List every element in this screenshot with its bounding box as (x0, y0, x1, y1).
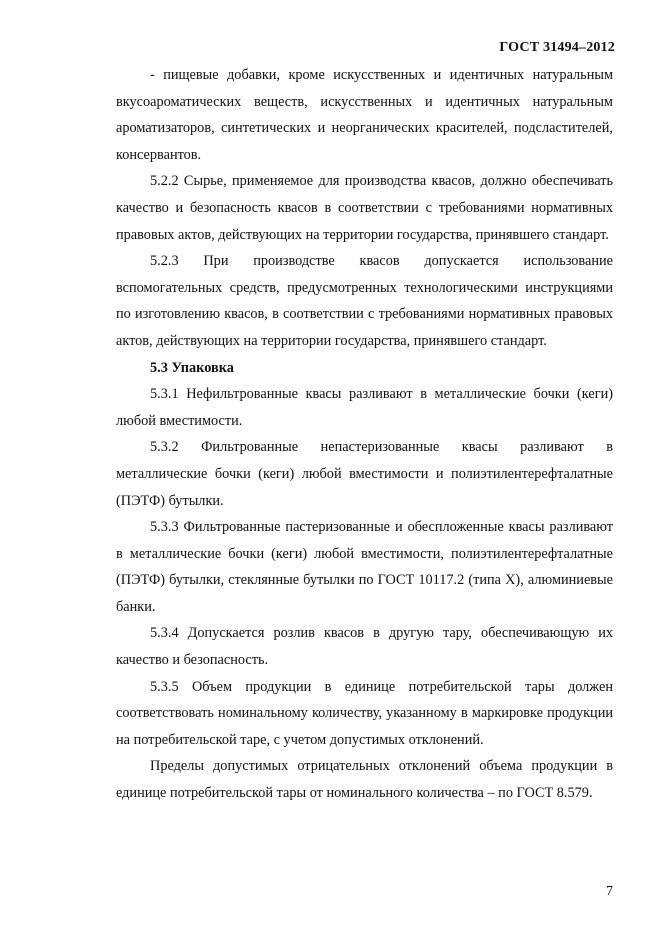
paragraph-5-2-3: 5.2.3 При производстве квасов допускается использование вспомогательных средств, предусмотренных технологическими инструкциями по изготовлению квасов, в соответствии с требованиями нормативных правовых актов, действующих на территории государства, принявшего стандарт. (116, 253, 613, 349)
paragraph-5-3-4: 5.3.4 Допускается розлив квасов в другую тару, обеспечивающую их качество и безопасность. (116, 625, 613, 669)
page-number: 7 (606, 884, 613, 899)
section-heading-5-3: 5.3 Упаковка (150, 359, 234, 376)
paragraph-5-3-2: 5.3.2 Фильтрованные непастеризованные квасы разливают в металлические бочки (кеги) любой вместимости и полиэтилентерефталатные (ПЭТФ) бутылки. (116, 439, 613, 509)
paragraph-food-additives: - пищевые добавки, кроме искусственных и идентичных натуральным вкусоароматических веществ, искусственных и идентичных натуральным ароматизаторов, синтетических и неорганических красителей, подсластителей, консервантов. (116, 67, 613, 163)
document-header-id: ГОСТ 31494–2012 (499, 40, 615, 55)
paragraph-5-3-5: 5.3.5 Объем продукции в единице потребительской тары должен соответствовать номинальному количеству, указанному в маркировке продукции на потребительской таре, с учетом допустимых отклонений. (116, 678, 613, 748)
document-body (116, 62, 613, 807)
paragraph-5-3-3: 5.3.3 Фильтрованные пастеризованные и обеспложенные квасы разливают в металлические бочки (кеги) любой вместимости, полиэтилентерефталатные (ПЭТФ) бутылки, стеклянные бутылки по ГОСТ 10117.2 (типа Х), алюминиевые банки. (116, 519, 613, 615)
paragraph-5-2-2: 5.2.2 Сырье, применяемое для производства квасов, должно обеспечивать качество и безопасность квасов в соответствии с требованиями нормативных правовых актов, действующих на территории государства, принявшего стандарт. (116, 173, 613, 243)
paragraph-5-3-1: 5.3.1 Нефильтрованные квасы разливают в металлические бочки (кеги) любой вместимости. (116, 386, 613, 429)
paragraph-volume-tolerance: Пределы допустимых отрицательных отклонений объема продукции в единице потребительской тары от номинального количества – по ГОСТ 8.579. (116, 758, 613, 802)
